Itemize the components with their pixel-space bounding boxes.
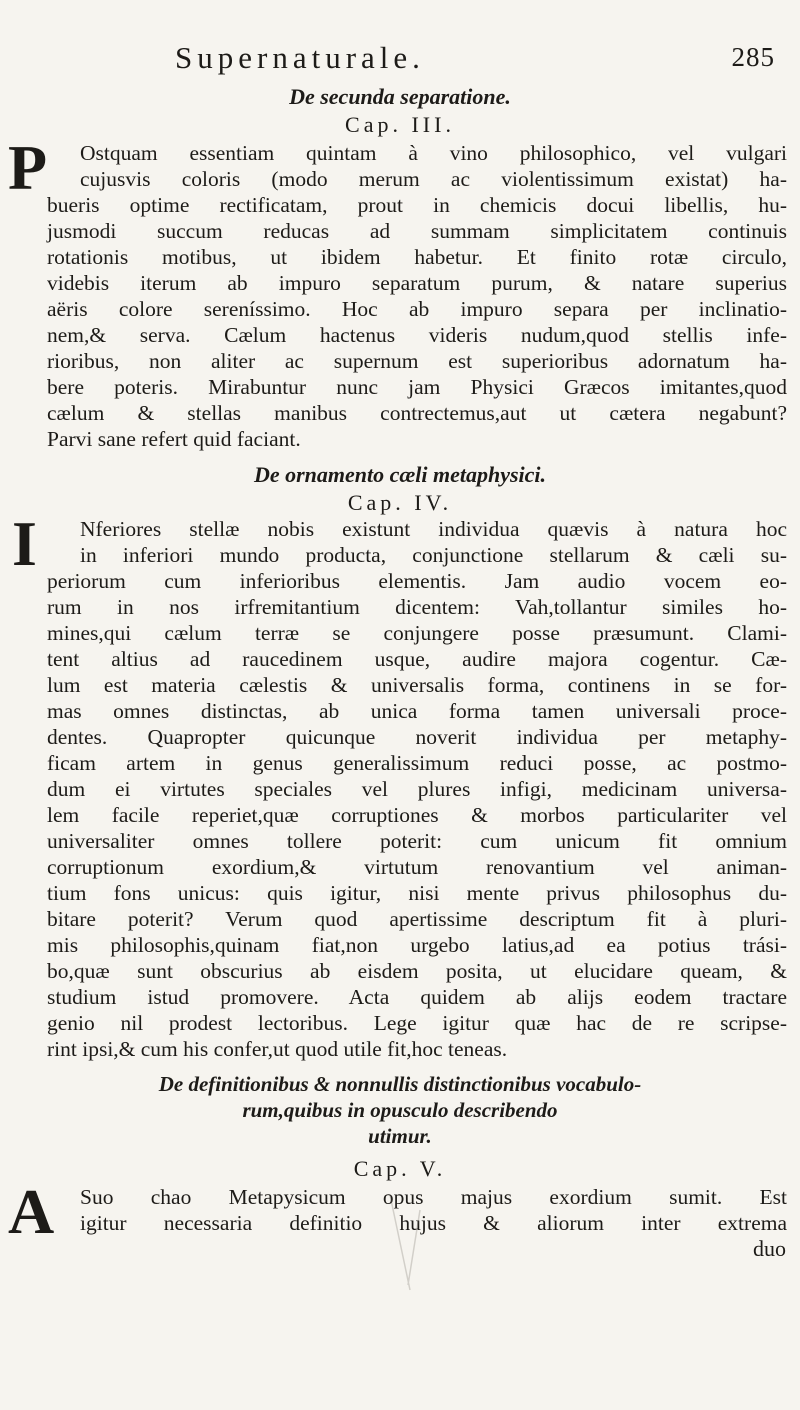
text-line: videbis iterum ab impuro separatum purum, & natare superius [47, 271, 787, 295]
drop-capital-3: A [8, 1176, 55, 1247]
text-line: rioribus, non aliter ac supernum est superioribus adornatum ha- [47, 349, 787, 373]
text-line: bitare poterit? Verum quod apertissime descriptum fit à pluri- [47, 907, 787, 931]
text-line: rum in nos irfremitantium dicentem: Vah,tollantur similes ho- [47, 595, 787, 619]
text-line: lum est materia cælestis & universalis forma, continens in se for- [47, 673, 787, 697]
text-line: tium fons unicus: quis igitur, nisi mente privus philosophus du- [47, 881, 787, 905]
text-line: nem,& serva. Cælum hactenus videris nudum,quod stellis infe- [47, 323, 787, 347]
text-line: bere poteris. Mirabuntur nunc jam Physici Græcos imitantes,quod [47, 375, 787, 399]
chapter-heading-1: Cap. III. [345, 112, 455, 137]
text-line: Parvi sane refert quid faciant. [47, 427, 301, 451]
text-line: rint ipsi,& cum his confer,ut quod utile fit,hoc teneas. [47, 1037, 508, 1061]
text-line: jusmodi succum reducas ad summam simplicitatem continuis [47, 219, 787, 243]
text-line: Suo chao Metapysicum opus majus exordium sumit. Est [80, 1185, 787, 1209]
drop-capital-1: P [8, 132, 48, 203]
text-line: bueris optime rectificatam, prout in chemicis docui libellis, hu- [47, 193, 787, 217]
text-line: genio nil prodest lectoribus. Lege igitur quæ hac de re scripse- [47, 1011, 787, 1035]
text-line: corruptionum exordium,& virtutum renovantium vel animan- [47, 855, 787, 879]
text-line: mis philosophis,quinam fiat,non urgebo latius,ad ea potius trási- [47, 933, 787, 957]
text-line: Nferiores stellæ nobis existunt individua quævis à natura hoc [80, 517, 787, 541]
page-number: 285 [731, 42, 775, 72]
text-line: dentes. Quapropter quicunque noverit individua per metaphy- [47, 725, 787, 749]
text-line: igitur necessaria definitio hujus & aliorum inter extrema [80, 1211, 787, 1235]
section-title-3-line-2: rum,quibus in opusculo describendo [242, 1098, 558, 1122]
chapter-heading-3: Cap. V. [353, 1156, 447, 1181]
text-line: aëris colore sereníssimo. Hoc ab impuro separa per inclinatio- [47, 297, 787, 321]
text-line: tent altius ad raucedinem usque, audire majora cogentur. Cæ- [47, 647, 787, 671]
catchword: duo [753, 1236, 786, 1261]
text-line: Ostquam essentiam quintam à vino philosophico, vel vulgari [80, 141, 787, 165]
section-title-3-line-1: De definitionibus & nonnullis distinctionibus vocabulo- [158, 1072, 642, 1096]
drop-capital-2: I [12, 508, 37, 579]
text-line: universaliter omnes tollere poterit: cum unicum fit omnium [47, 829, 787, 853]
section-title-3-line-3: utimur. [368, 1124, 432, 1148]
text-line: bo,quæ sunt obscurius ab eisdem posita, ut elucidare queam, & [47, 959, 787, 983]
running-head [175, 40, 775, 76]
text-line: ficam artem in genus generalissimum reduci posse, ac postmo- [47, 751, 787, 775]
text-line: lem facile reperiet,quæ corruptiones & morbos particulariter vel [47, 803, 787, 827]
running-title: Supernaturale. [175, 40, 425, 75]
ink-stroke-mark [380, 1190, 440, 1300]
chapter-heading-2: Cap. IV. [347, 490, 453, 515]
text-line: rotationis motibus, ut ibidem habetur. Et finito rotæ circulo, [47, 245, 787, 269]
text-line: dum ei virtutes speciales vel plures infigi, medicinam universa- [47, 777, 787, 801]
text-line: studium istud promovere. Acta quidem ab alijs eodem tractare [47, 985, 787, 1009]
text-line: cujusvis coloris (modo merum ac violentissimum existat) ha- [80, 167, 787, 191]
text-line: mas omnes distinctas, ab unica forma tamen universali proce- [47, 699, 787, 723]
text-line: in inferiori mundo producta, conjunctione stellarum & cæli su- [80, 543, 787, 567]
text-line: periorum cum inferioribus elementis. Jam audio vocem eo- [47, 569, 787, 593]
text-line: mines,qui cælum terræ se conjungere posse præsumunt. Clami- [47, 621, 787, 645]
text-line: cælum & stellas manibus contrectemus,aut ut cætera negabunt? [47, 401, 787, 425]
section-title-2: De ornamento cæli metaphysici. [253, 462, 547, 487]
section-title-1: De secunda separatione. [289, 84, 511, 109]
